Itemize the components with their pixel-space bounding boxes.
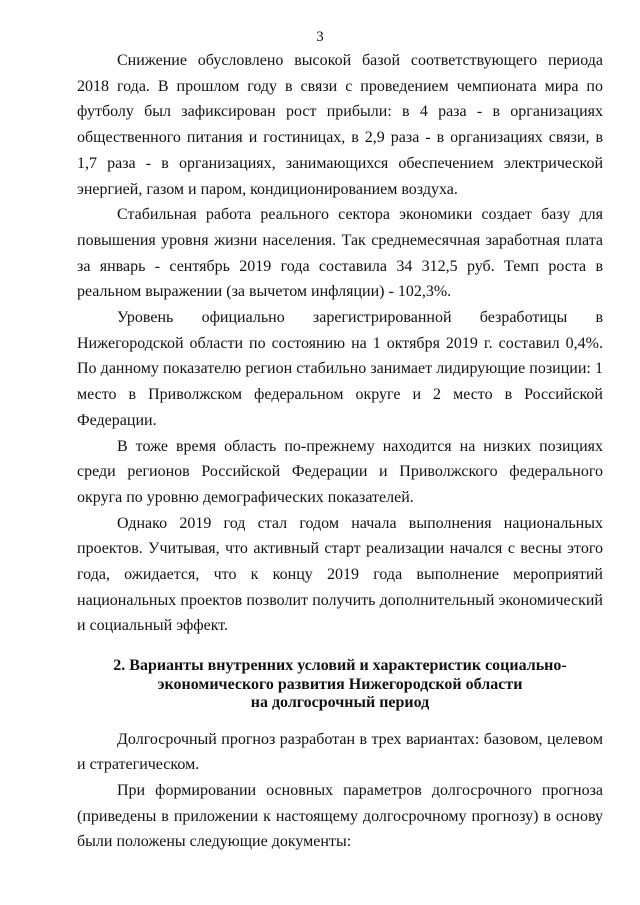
paragraph-forecast-variants: Долгосрочный прогноз разработан в трех вариантах: базовом, целевом и стратегическом. [77,730,603,774]
section-heading-line: 2. Варианты внутренних условий и характеристик социально- [113,657,567,675]
document-body [77,48,603,855]
section-heading-line: на долгосрочный период [250,694,430,712]
paragraph-profit-decline: Снижение обусловлено высокой базой соответствующего периода 2018 года. В прошлом году в связи с проведением чемпионата мира по футболу был зафиксирован рост прибыли: в 4 раза - в организациях общественного питания и гостиницах, в 2,9 раза - в организациях связи, в 1,7 раза - в организациях, занимающихся обеспечением электрической энергией, газом и паром, кондиционированием воздуха. [77,52,603,198]
section-heading-line: экономического развития Нижегородской области [157,675,523,693]
paragraph-forecast-documents: При формировании основных параметров долгосрочного прогноза (приведены в приложении к настоящему долгосрочному прогнозу) в основу были положены следующие документы: [77,782,603,851]
section-heading [77,657,603,713]
paragraph-national-projects: Однако 2019 год стал годом начала выполнения национальных проектов. Учитывая, что активный старт реализации начался с весны этого года, ожидается, что к концу 2019 года выполнение мероприятий национальных проектов позволит получить дополнительный экономический и социальный эффект. [77,514,603,635]
paragraph-unemployment: Уровень официально зарегистрированной безработицы в Нижегородской области по состоянию на 1 октября 2019 г. составил 0,4%. По данному показателю регион стабильно занимает лидирующие позиции: 1 место в Приволжском федеральном округе и 2 место в Российской Федерации. [77,309,603,429]
page-number: 3 [316,29,324,45]
paragraph-demographics: В тоже время область по-прежнему находится на низких позициях среди регионов Российской Федерации и Приволжского федерального округа по уровню демографических показателей. [77,437,603,506]
paragraph-wages: Стабильная работа реального сектора экономики создает базу для повышения уровня жизни населения. Так среднемесячная заработная плата за январь - сентябрь 2019 года составила 34 312,5 руб. Темп роста в реальном выражении (за вычетом инфляции) - 102,3%. [77,206,603,301]
